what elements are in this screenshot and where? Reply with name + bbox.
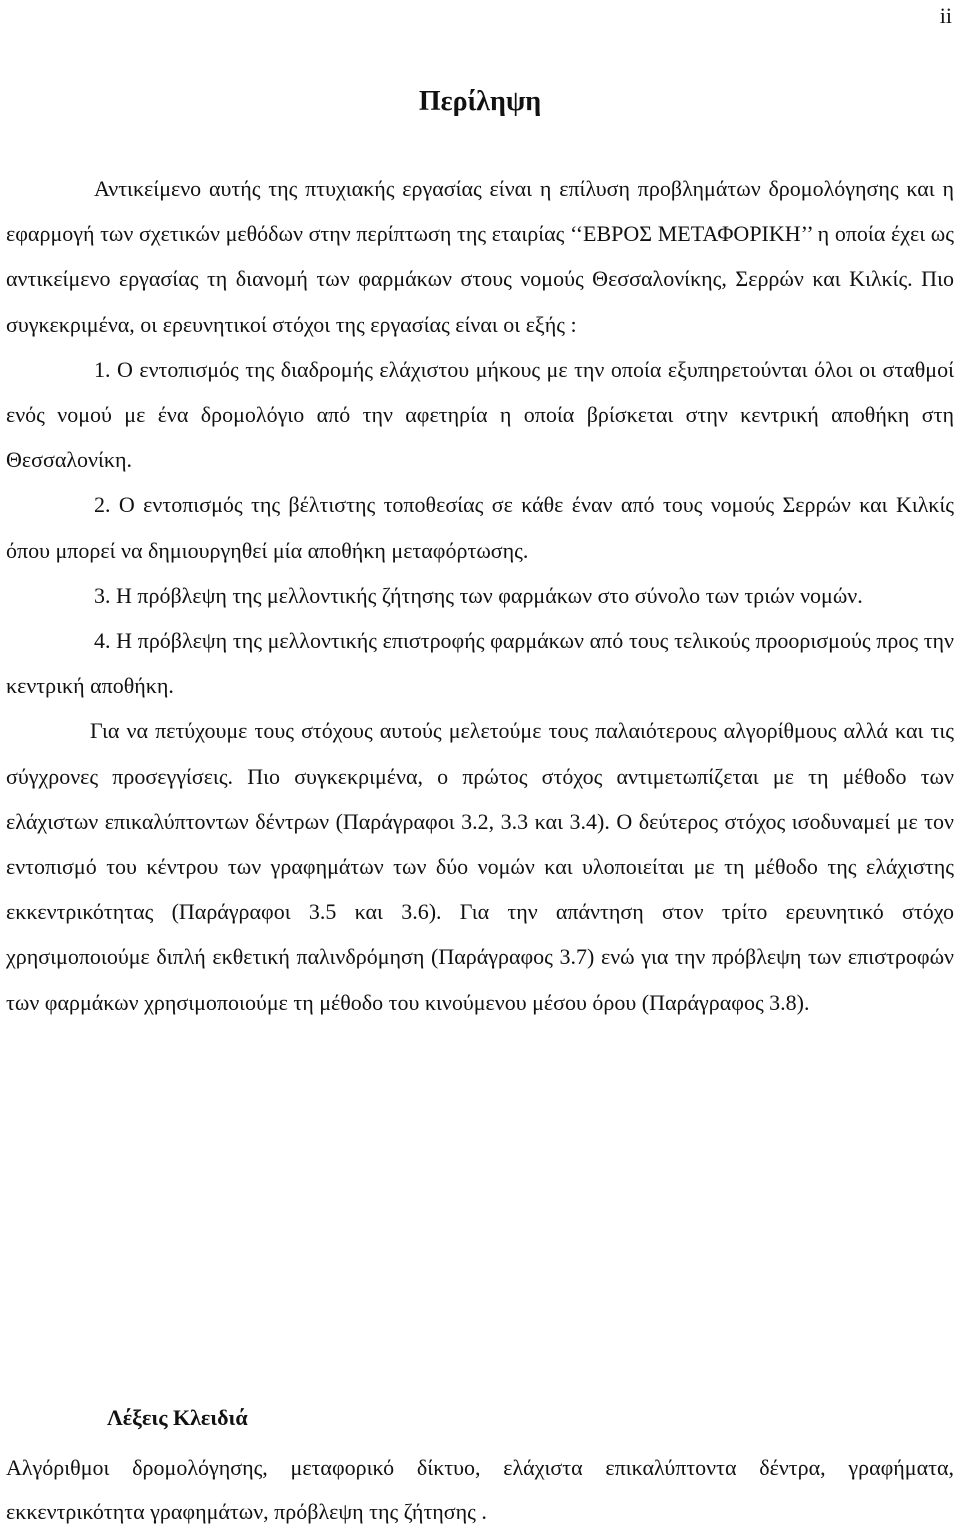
intro-paragraph: Αντικείμενο αυτής της πτυχιακής εργασίας είναι η επίλυση προβλημάτων δρομολόγησης και η εφαρμογή των σχετικών μεθόδων στην περίπτωση της εταιρίας ‘‘ΕΒΡΟΣ ΜΕΤΑΦΟΡΙΚΗ’’ η οποία έχει ως αντικείμενο εργασίας τη διανομή των φαρμάκων στους νομούς Θεσσαλονίκης, Σερρών και Κιλκίς. Πιο συγκεκριμένα, οι ερευνητικοί στόχοι της εργασίας είναι οι εξής : (6, 176, 954, 337)
page-number: ii (939, 3, 952, 28)
keywords-text: Αλγόριθμοι δρομολόγησης, μεταφορικό δίκτυο, ελάχιστα επικαλύπτοντα δέντρα, γραφήματα, εκκεντρικότητα γραφημάτων, πρόβλεψη της ζήτησης . (6, 1455, 954, 1524)
objective-4: 4. Η πρόβλεψη της μελλοντικής επιστροφής φαρμάκων από τους τελικούς προορισμούς προς την κεντρική αποθήκη. (6, 628, 954, 699)
objective-2: 2. Ο εντοπισμός της βέλτιστης τοποθεσίας σε κάθε έναν από τους νομούς Σερρών και Κιλκίς όπου μπορεί να δημιουργηθεί μία αποθήκη μεταφόρτωσης. (6, 492, 954, 563)
page-title: Περίληψη (418, 86, 542, 117)
objective-1: 1. Ο εντοπισμός της διαδρομής ελάχιστου μήκους με την οποία εξυπηρετούνται όλοι οι σταθμοί ενός νομού με ένα δρομολόγιο από την αφετηρία η οποία βρίσκεται στην κεντρική αποθήκη στη Θεσσαλονίκη. (6, 356, 954, 473)
objective-3: 3. Η πρόβλεψη της μελλοντικής ζήτησης των φαρμάκων στο σύνολο των τριών νομών. (94, 582, 863, 608)
methods-paragraph: Για να πετύχουμε τους στόχους αυτούς μελετούμε τους παλαιότερους αλγορίθμους αλλά και τις σύγχρονες προσεγγίσεις. Πιο συγκεκριμένα, ο πρώτος στόχος αντιμετωπίζεται με τη μέθοδο των ελάχιστων επικαλύπτοντων δέντρων (Παράγραφοι 3.2, 3.3 και 3.4). Ο δεύτερος στόχος ισοδυναμεί με τον εντοπισμό του κέντρου των γραφημάτων των δύο νομών και υλοποιείται με τη μέθοδο της ελάχιστης εκκεντρικότητας (Παράγραφοι 3.5 και 3.6). Για την απάντηση στον τρίτο ερευνητικό στόχο χρησιμοποιούμε διπλή εκθετική παλινδρόμηση (Παράγραφος 3.7) ενώ για την πρόβλεψη των επιστροφών των φαρμάκων χρησιμοποιούμε τη μέθοδο του κινούμενου μέσου όρου (Παράγραφος 3.8). (6, 718, 954, 1015)
keywords-heading: Λέξεις Κλειδιά (107, 1405, 248, 1430)
abstract-body (6, 166, 954, 1025)
